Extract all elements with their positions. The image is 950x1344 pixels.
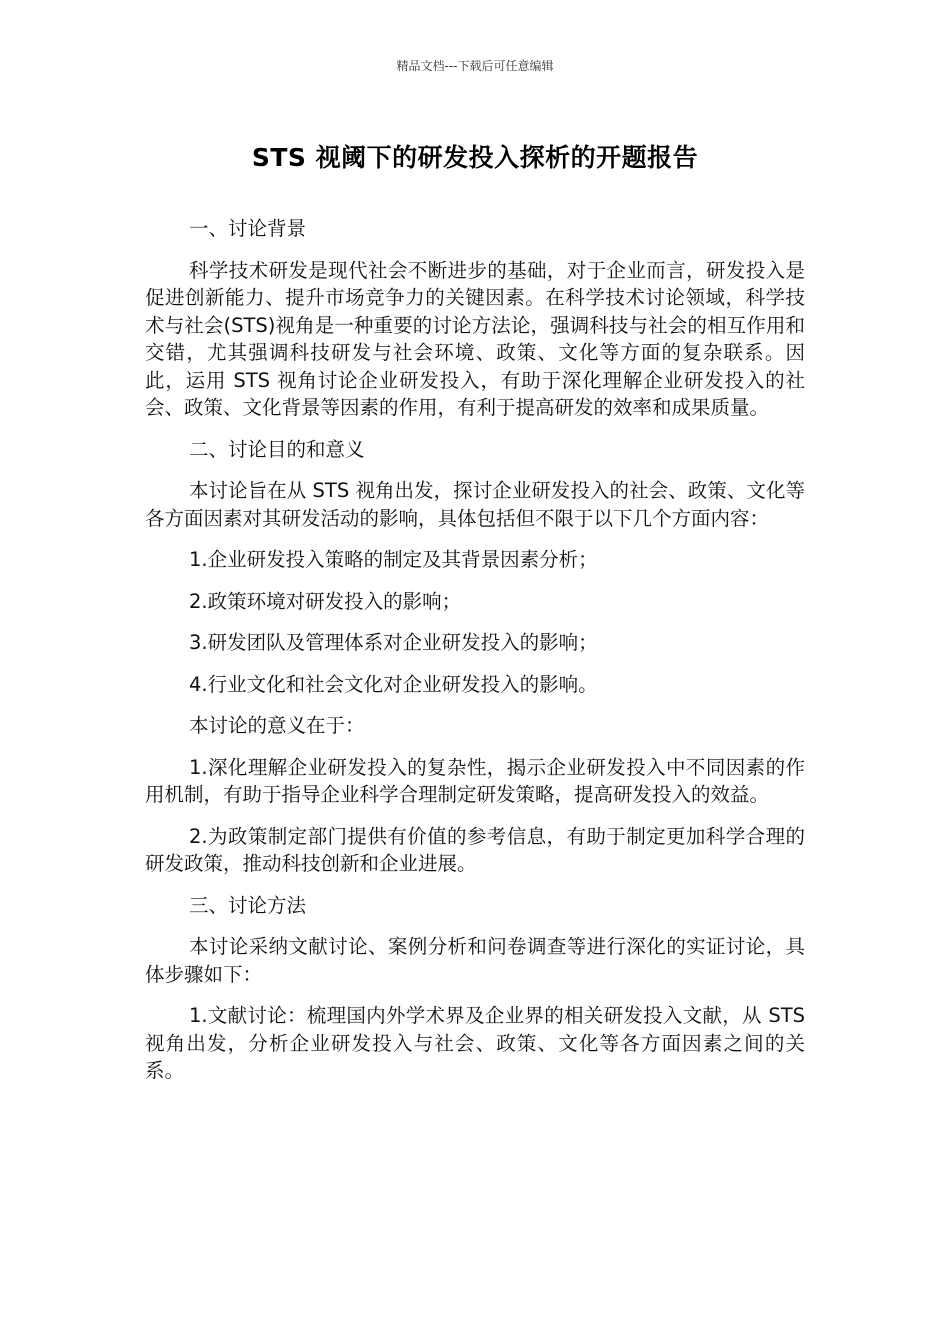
document-body bbox=[145, 215, 805, 1099]
paragraph-background: 科学技术研发是现代社会不断进步的基础，对于企业而言，研发投入是促进创新能力、提升市场竞争力的关键因素。在科学技术讨论领域，科学技术与社会(STS)视角是一种重要的讨论方法论，强调科技与社会的相互作用和交错，尤其强调科技研发与社会环境、政策、文化等方面的复杂联系。因此，运用 STS 视角讨论企业研发投入，有助于深化理解企业研发投入的社会、政策、文化背景等因素的作用，有利于提高研发的效率和成果质量。 bbox=[145, 258, 805, 419]
list-item: 4.行业文化和社会文化对企业研发投入的影响。 bbox=[189, 672, 598, 696]
section-heading-background: 一、讨论背景 bbox=[189, 217, 307, 240]
section-heading-methods: 三、讨论方法 bbox=[189, 893, 307, 917]
paragraph-methods: 本讨论采纳文献讨论、案例分析和问卷调查等进行深化的实证讨论，具体步骤如下： bbox=[145, 935, 805, 986]
paragraph-significance-intro: 本讨论的意义在于： bbox=[189, 714, 365, 737]
header-note: 精品文档---下载后可任意编辑 bbox=[396, 59, 554, 73]
list-item: 2.为政策制定部门提供有价值的参考信息，有助于制定更加科学合理的研发政策，推动科技创新和企业进展。 bbox=[145, 824, 805, 875]
list-item: 2.政策环境对研发投入的影响； bbox=[189, 589, 462, 613]
list-item: 1.文献讨论：梳理国内外学术界及企业界的相关研发投入文献，从 STS 视角出发，分析企业研发投入与社会、政策、文化等各方面因素之间的关系。 bbox=[145, 1004, 805, 1082]
list-item: 1.企业研发投入策略的制定及其背景因素分析； bbox=[189, 548, 598, 571]
document-title: STS 视阈下的研发投入探析的开题报告 bbox=[251, 143, 699, 172]
paragraph-purpose: 本讨论旨在从 STS 视角出发，探讨企业研发投入的社会、政策、文化等各方面因素对其研发活动的影响，具体包括但不限于以下几个方面内容： bbox=[145, 479, 805, 530]
section-heading-purpose: 二、讨论目的和意义 bbox=[189, 437, 365, 461]
list-item: 1.深化理解企业研发投入的复杂性，揭示企业研发投入中不同因素的作用机制，有助于指导企业科学合理制定研发策略，提高研发投入的效益。 bbox=[145, 755, 805, 806]
list-item: 3.研发团队及管理体系对企业研发投入的影响； bbox=[189, 631, 598, 654]
